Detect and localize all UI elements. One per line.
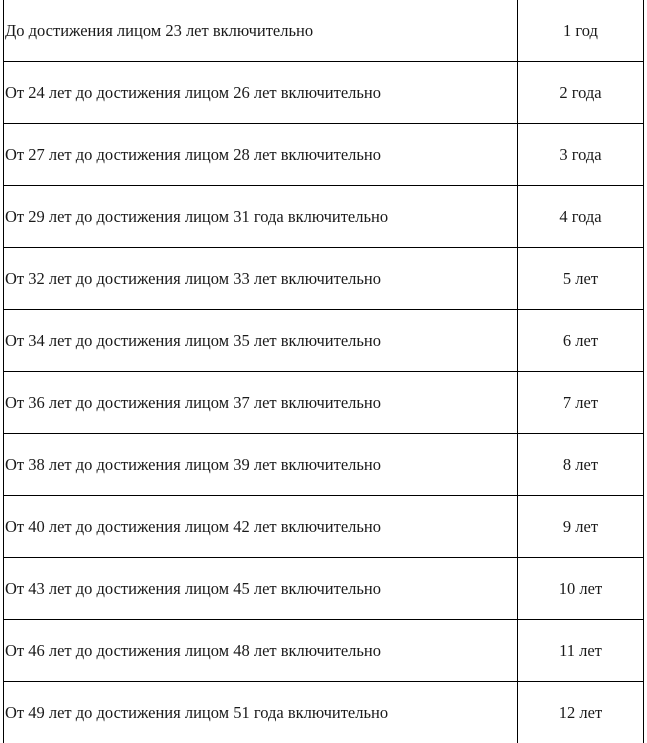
age-range-cell: От 49 лет до достижения лицом 51 года включительно	[4, 682, 518, 743]
table-row	[4, 620, 644, 682]
term-cell: 10 лет	[518, 558, 644, 620]
term-cell: 12 лет	[518, 682, 644, 743]
age-range-cell: От 27 лет до достижения лицом 28 лет включительно	[4, 124, 518, 186]
age-range-cell: От 24 лет до достижения лицом 26 лет включительно	[4, 62, 518, 124]
table-row	[4, 0, 644, 62]
term-cell: 3 года	[518, 124, 644, 186]
age-range-cell: До достижения лицом 23 лет включительно	[4, 0, 518, 62]
term-cell: 9 лет	[518, 496, 644, 558]
table-row	[4, 372, 644, 434]
table-row	[4, 248, 644, 310]
table-row	[4, 558, 644, 620]
age-term-table-container	[3, 0, 641, 743]
table-row	[4, 434, 644, 496]
table-row	[4, 186, 644, 248]
age-range-cell: От 38 лет до достижения лицом 39 лет включительно	[4, 434, 518, 496]
table-row	[4, 62, 644, 124]
term-cell: 11 лет	[518, 620, 644, 682]
table-row	[4, 124, 644, 186]
table-row	[4, 496, 644, 558]
age-term-table	[3, 0, 644, 743]
age-range-cell: От 32 лет до достижения лицом 33 лет включительно	[4, 248, 518, 310]
term-cell: 6 лет	[518, 310, 644, 372]
term-cell: 8 лет	[518, 434, 644, 496]
term-cell: 4 года	[518, 186, 644, 248]
age-range-cell: От 36 лет до достижения лицом 37 лет включительно	[4, 372, 518, 434]
term-cell: 2 года	[518, 62, 644, 124]
table-row	[4, 682, 644, 743]
age-range-cell: От 40 лет до достижения лицом 42 лет включительно	[4, 496, 518, 558]
term-cell: 5 лет	[518, 248, 644, 310]
age-range-cell: От 29 лет до достижения лицом 31 года включительно	[4, 186, 518, 248]
age-range-cell: От 46 лет до достижения лицом 48 лет включительно	[4, 620, 518, 682]
term-cell: 7 лет	[518, 372, 644, 434]
age-range-cell: От 43 лет до достижения лицом 45 лет включительно	[4, 558, 518, 620]
table-row	[4, 310, 644, 372]
term-cell: 1 год	[518, 0, 644, 62]
age-range-cell: От 34 лет до достижения лицом 35 лет включительно	[4, 310, 518, 372]
